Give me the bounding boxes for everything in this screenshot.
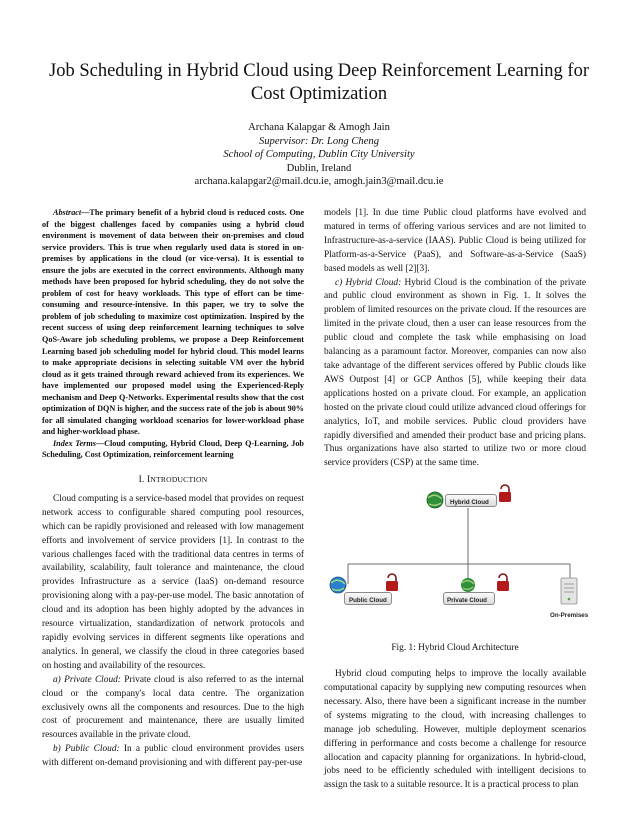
hybrid-cloud-label: c) Hybrid Cloud:	[335, 277, 402, 288]
section-heading-introduction	[42, 473, 304, 488]
abstract	[42, 207, 304, 438]
hybrid-cloud-text: Hybrid Cloud is the combination of the private and public cloud environment as shown in Fig. 1. It solves the problem of limited resources on the private cloud. If the resources are limited in the private cloud, then a user can lease resources from the public cloud and complete the task while emphasising on load balancing as a paramount factor. Moreover, companies can now also take advantage of the different services offered by Public clouds like AWS Outpost [4] or GCP Anthos [5], while keeping their data applications hosted on a private cloud. For example, an application hosted on the private cloud could utilize advanced cloud offerings for analytics, IoT, and mobile services. Public cloud providers have rapidly diversified and amended their product base and pricing plans. Thus organizations have also started to utilize two or more cloud service providers (CSP) at the same time.	[324, 277, 586, 469]
public-cloud-continuation: models [1]. In due time Public cloud platforms have evolved and matured in terms of offering various services and are not limited to Infrastructure-as-a-service (IAAS). Public Cloud is being utilized for Platform-as-a-Service (PaaS), and Software-as-a-Service (SaaS) based models as well [2][3].	[324, 208, 586, 274]
private-cloud-text: Private cloud is also referred to as the internal cloud or the company's local data centre. The organization exclusively owns all the components and resources. Due to the high cost of procurement and maintenance, there are usually limited resources available in the private cloud.	[42, 674, 304, 741]
on-premises-label: On-Premises	[550, 612, 589, 620]
author-names: Archana Kalapgar & Amogh Jain	[248, 122, 390, 133]
intro-paragraph: Cloud computing is a service-based model that provides on request network access to configurable shared computing pool resources, which can be rapidly provisioned and released with low management efforts and involvement of service providers [1]. In contrast to the various challenges faced with the traditional data centres in terms of availability, scalability, fault tolerance and maintenance, the cloud provides Infrastructure as a service (IaaS) on-demand resource provisioning along with a pay-per-use model. The basic annotation of cloud and its adoption has been highly adopted by the advances in resource virtualization, standardization of network protocols and rapidly evolving services in different segments like operations and analytics. In general, we classify the cloud in three categories based on hosting and availability of the resources.	[42, 493, 304, 671]
globe-icon	[330, 577, 346, 593]
index-terms-lead: Index Terms	[53, 438, 96, 448]
left-column	[42, 207, 304, 771]
globe-icon	[427, 492, 443, 508]
location: Dublin, Ireland	[286, 162, 352, 174]
private-cloud-paragraph	[42, 674, 304, 744]
paper-title: Job Scheduling in Hybrid Cloud using Deep Reinforcement Learning for Cost Optimization	[49, 61, 589, 104]
abstract-text: —The primary benefit of a hybrid cloud is reduced costs. One of the biggest challenges faced by companies using a hybrid cloud environment is movement of data between their on-premises and cloud service providers. This is true when regularly used data is stored in on-premises by applications in the cloud (or vice-versa). It is essential to ensure the jobs are executed in the correct environments. Although many methods have been proposed for hybrid scheduling, they do not solve the problem of cost for heavy workloads. This type of effort can be time-consuming and resource-intensive. In this paper, we try to solve the problem of job scheduling to maximize cost optimization. Inspired by the recent success of using deep reinforcement learning techniques to solve QoS-Aware job scheduling problems, we propose a Deep Reinforcement Learning based job scheduling model for hybrid cloud. This model learns to make appropriate decisions in selecting suitable VM over the hybrid cloud as it gets trained through reward achieved from its experiences. We have implemented our proposed model using the Experienced-Reply mechanism and Deep Q-Networks. Experimental results show that the cost optimization of DQN is higher, and the success rate of the job is about 90% for all simulated changing workload scenarios for lower-workload phase and higher-workload phase.	[42, 208, 304, 437]
abstract-lead: Abstract	[53, 208, 82, 217]
public-cloud-label: b) Public Cloud:	[53, 744, 120, 755]
figure-caption: Fig. 1: Hybrid Cloud Architecture	[391, 643, 519, 654]
globe-icon	[461, 578, 475, 592]
private-cloud-label: Private Cloud	[447, 597, 487, 605]
section-numeral: I.	[138, 475, 148, 486]
index-terms	[42, 438, 304, 461]
section-head-rest: NTRODUCTION	[150, 475, 208, 485]
author-block	[40, 121, 598, 189]
section-head-first: I	[147, 475, 151, 486]
index-terms-text: —Cloud computing, Hybrid Cloud, Deep Q-Learning, Job Scheduling, Cost Optimization, reinforcement learning	[42, 438, 304, 460]
hybrid-cloud-figure	[324, 480, 589, 638]
hybrid-benefits-paragraph: Hybrid cloud computing helps to improve the locally available computational capacity by supplying new computing resources when necessary. Also, there have been a significant increase in the number of systems migrating to the cloud, with increasing challenges to manage job scheduling. However, multiple deployment scenarios differing in performance and costs become a challenge for resource allocation and capacity planning for organizations. In hybrid-cloud, jobs need to be efficiently scheduled with intelligent decisions to assign the task to a suitable resource. It is a practical process to plan	[324, 669, 586, 791]
lock-icon	[386, 574, 398, 591]
hybrid-cloud-label: Hybrid Cloud	[450, 499, 489, 507]
public-cloud-label: Public Cloud	[349, 597, 387, 605]
affiliation: School of Computing, Dublin City University	[223, 149, 415, 161]
emails: archana.kalapgar2@mail.dcu.ie, amogh.jain3@mail.dcu.ie	[194, 176, 444, 188]
public-cloud-text: In a public cloud environment provides users with different on-demand provisioning and with different pay-per-use	[42, 744, 304, 769]
private-cloud-label: a) Private Cloud:	[53, 674, 121, 685]
hybrid-cloud-paragraph	[324, 277, 586, 472]
right-column-body	[324, 207, 589, 793]
lock-icon	[497, 574, 509, 591]
supervisor: Supervisor: Dr. Long Cheng	[258, 135, 380, 147]
public-cloud-paragraph	[42, 743, 304, 771]
lock-icon	[499, 485, 511, 502]
server-icon	[561, 578, 577, 604]
